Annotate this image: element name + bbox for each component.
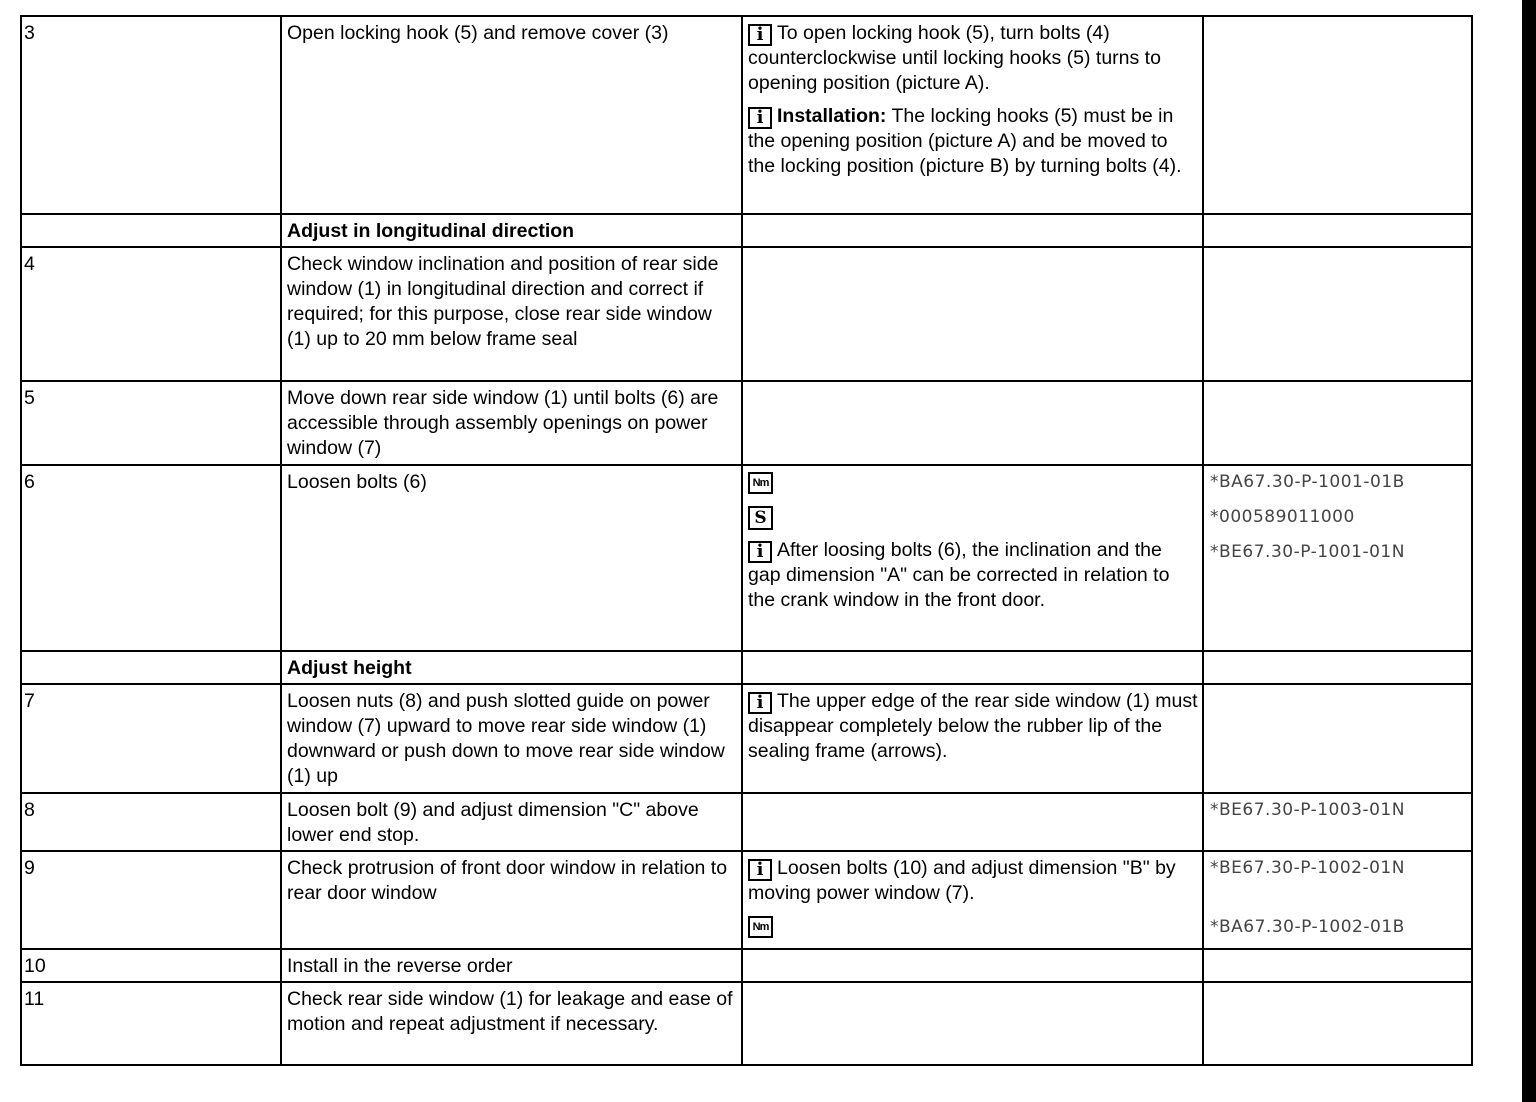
table-row	[21, 247, 1472, 381]
right-edge-bar	[1522, 0, 1536, 1102]
table-row	[21, 793, 1472, 851]
info-icon: i	[748, 24, 772, 46]
step-action: Loosen nuts (8) and push slotted guide on power window (7) upward to move rear side window (1) downward or push down to move rear side window (1) up	[281, 684, 742, 793]
step-action: Loosen bolt (9) and adjust dimension "C" above lower end stop.	[281, 793, 742, 851]
section-heading-row	[21, 214, 1472, 247]
table-row	[21, 982, 1472, 1065]
reference-link[interactable]: *000589011000	[1210, 507, 1355, 527]
reference-link[interactable]: *BE67.30-P-1001-01N	[1210, 542, 1405, 562]
section-heading-row	[21, 651, 1472, 684]
step-action: Open locking hook (5) and remove cover (3)	[281, 16, 742, 214]
step-number: 11	[21, 982, 281, 1065]
table-row	[21, 16, 1472, 214]
note-text: The locking hooks (5) must be in the opening position (picture A) and be moved to the locking position (picture B) by turning bolts (4).	[748, 105, 1182, 177]
step-action: Check window inclination and position of rear side window (1) in longitudinal direction and correct if required; for this purpose, close rear side window (1) up to 20 mm below frame seal	[281, 247, 742, 381]
step-refs	[1203, 465, 1472, 651]
step-number: 10	[21, 949, 281, 982]
reference-link[interactable]: *BA67.30-P-1002-01B	[1210, 917, 1405, 937]
step-number: 6	[21, 465, 281, 651]
step-number: 4	[21, 247, 281, 381]
step-action: Check protrusion of front door window in relation to rear door window	[281, 851, 742, 949]
section-heading: Adjust height	[281, 651, 742, 684]
reference-link[interactable]: *BE67.30-P-1003-01N	[1210, 800, 1405, 820]
note-text: The upper edge of the rear side window (1) must disappear completely below the rubber lip of the sealing frame (arrows).	[748, 690, 1198, 762]
step-action: Check rear side window (1) for leakage and ease of motion and repeat adjustment if necessary.	[281, 982, 742, 1065]
step-refs	[1203, 851, 1472, 949]
table-row	[21, 684, 1472, 793]
torque-icon: Nm	[748, 472, 773, 494]
step-number: 3	[21, 16, 281, 214]
note-text: Loosen bolts (10) and adjust dimension "B" by moving power window (7).	[748, 857, 1176, 904]
info-icon: i	[748, 541, 772, 563]
step-action: Loosen bolts (6)	[281, 465, 742, 651]
step-notes	[742, 684, 1203, 793]
step-refs	[1203, 793, 1472, 851]
step-number: 5	[21, 381, 281, 465]
note-text: After loosing bolts (6), the inclination and the gap dimension "A" can be corrected in relation to the crank window in the front door.	[748, 539, 1170, 611]
step-action: Install in the reverse order	[281, 949, 742, 982]
info-icon: i	[748, 692, 772, 714]
step-number: 9	[21, 851, 281, 949]
reference-link[interactable]: *BE67.30-P-1002-01N	[1210, 858, 1405, 878]
step-notes	[742, 851, 1203, 949]
step-notes	[742, 465, 1203, 651]
note-text: To open locking hook (5), turn bolts (4) counterclockwise until locking hooks (5) turns to opening position (picture A).	[748, 22, 1161, 94]
step-notes	[742, 16, 1203, 214]
table-row	[21, 949, 1472, 982]
torque-icon: Nm	[748, 916, 773, 938]
table-row	[21, 465, 1472, 651]
step-number: 7	[21, 684, 281, 793]
note-bold-label: Installation:	[777, 105, 887, 127]
step-action: Move down rear side window (1) until bolts (6) are accessible through assembly openings on power window (7)	[281, 381, 742, 465]
table-row	[21, 381, 1472, 465]
step-number: 8	[21, 793, 281, 851]
reference-link[interactable]: *BA67.30-P-1001-01B	[1210, 472, 1405, 492]
info-icon: i	[748, 107, 772, 129]
section-heading: Adjust in longitudinal direction	[281, 214, 742, 247]
info-icon: i	[748, 859, 772, 881]
special-tool-icon: S	[748, 506, 773, 530]
procedure-table	[20, 15, 1473, 1066]
table-row	[21, 851, 1472, 949]
step-refs	[1203, 16, 1472, 214]
